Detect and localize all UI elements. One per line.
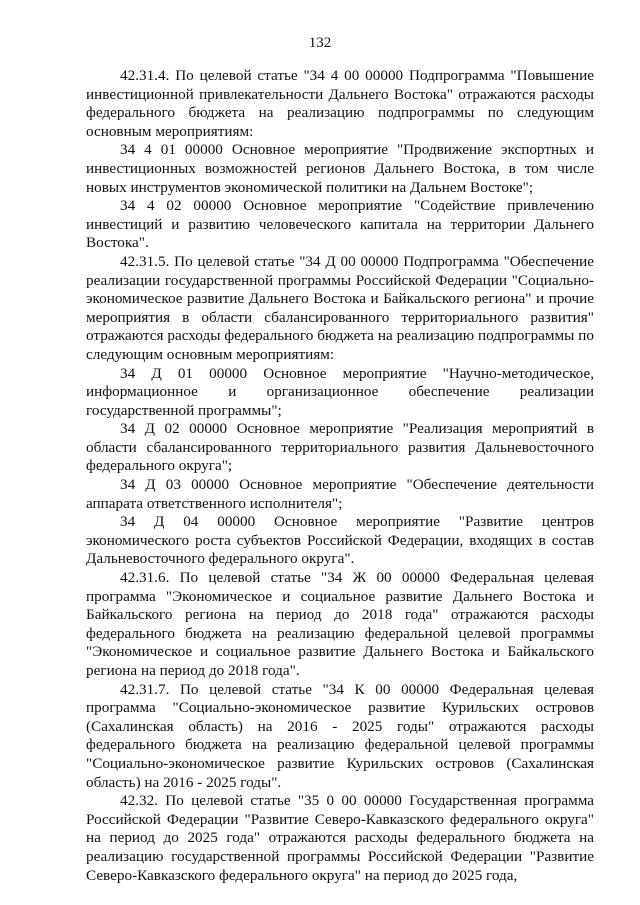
- paragraph-34-d-03: 34 Д 03 00000 Основное мероприятие "Обеспечение деятельности аппарата ответственного исполнителя";: [86, 476, 594, 512]
- paragraph-42-31-5: 42.31.5. По целевой статье "34 Д 00 00000 Подпрограмма "Обеспечение реализации государственной программы Российской Федерации "Социально-экономическое развитие Дальнего Востока и Байкальского региона" и прочие мероприятия в области сбалансированного территориального развития" отражаются расходы федерального бюджета на реализацию подпрограммы по следующим основным мероприятиям:: [86, 252, 594, 363]
- paragraph-42-31-6: 42.31.6. По целевой статье "34 Ж 00 00000 Федеральная целевая программа "Экономическое и социальное развитие Дальнего Востока и Байкальского региона на период до 2018 года" отражаются расходы федерального бюджета на реализацию федеральной целевой программы "Экономическое и социальное развитие Дальнего Востока и Байкальского региона на период до 2018 года".: [86, 569, 594, 679]
- document-body: [86, 67, 594, 885]
- paragraph-34-4-01: 34 4 01 00000 Основное мероприятие "Продвижение экспортных и инвестиционных возможностей регионов Дальнего Востока, в том числе новых инструментов экономической политики на Дальнем Востоке";: [86, 141, 594, 196]
- paragraph-42-31-4: 42.31.4. По целевой статье "34 4 00 00000 Подпрограмма "Повышение инвестиционной привлекательности Дальнего Востока" отражаются расходы федерального бюджета на реализацию подпрограммы по следующим основным мероприятиям:: [86, 67, 594, 140]
- paragraph-42-31-7: 42.31.7. По целевой статье "34 К 00 00000 Федеральная целевая программа "Социально-экономическое развитие Курильских островов (Сахалинская область) на 2016 - 2025 годы" отражаются расходы федерального бюджета на реализацию федеральной целевой программы "Социально-экономическое развитие Курильских островов (Сахалинская область) на 2016 - 2025 годы".: [86, 680, 594, 791]
- paragraph-34-d-04: 34 Д 04 00000 Основное мероприятие "Развитие центров экономического роста субъектов Российской Федерации, входящих в состав Дальневосточного федерального округа".: [86, 513, 594, 568]
- paragraph-34-4-02: 34 4 02 00000 Основное мероприятие "Содействие привлечению инвестиций и развитию человеческого капитала на территории Дальнего Востока".: [86, 197, 594, 252]
- paragraph-34-d-02: 34 Д 02 00000 Основное мероприятие "Реализация мероприятий в области сбалансированного территориального развития Дальневосточного федерального округа";: [86, 420, 594, 475]
- paragraph-34-d-01: 34 Д 01 00000 Основное мероприятие "Научно-методическое, информационное и организационное обеспечение реализации государственной программы";: [86, 364, 594, 419]
- paragraph-42-32: 42.32. По целевой статье "35 0 00 00000 Государственная программа Российской Федерации "Развитие Северо-Кавказского федерального округа" на период до 2025 года" отражаются расходы федерального бюджета на реализацию государственной программы Российской Федерации "Развитие Северо-Кавказского федерального округа" на период до 2025 года,: [86, 792, 594, 884]
- page-number: 132: [308, 35, 332, 51]
